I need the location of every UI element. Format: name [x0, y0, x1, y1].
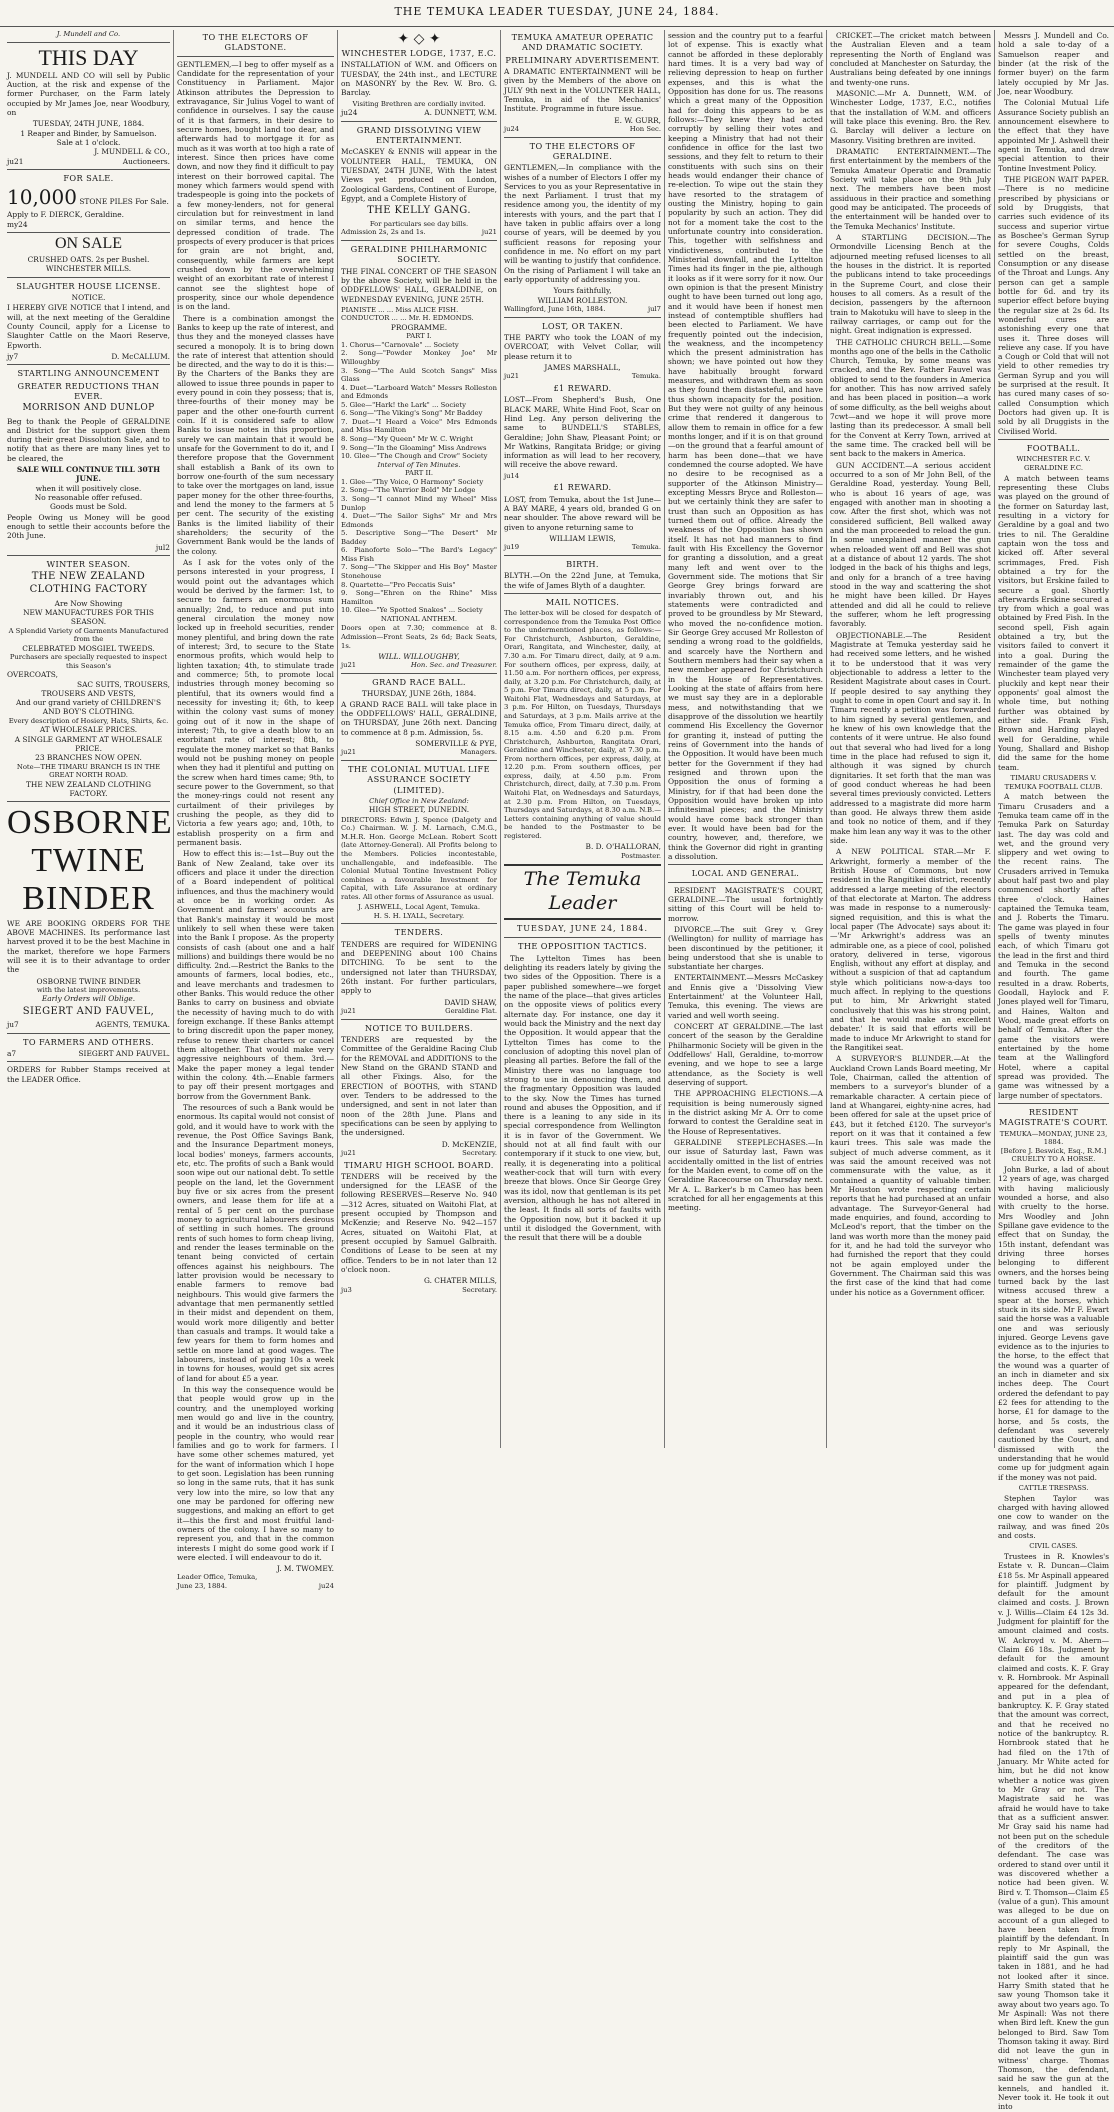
colonial-heading: THE COLONIAL MUTUAL LIFE ASSURANCE SOCIETY (LIMITED). — [348, 763, 490, 795]
stone-code: my24 — [7, 219, 28, 229]
programme-item: 4. Duet—"Larboard Watch" Messrs Rolleston and Edmonds — [341, 383, 497, 401]
programme-item: 6. Song—"The Viking's Song" Mr Baddey — [341, 409, 483, 418]
gladstone-body-6: In this way the consequence would be that people would grow up in the country, and the unemployed working men would go and live in the country, and it would be an industrious class of people in the country, who would rear families and go to work for farmers. I have some other schemes matured, yet for the want of information which I hope to get soon. Legislation has been running so long in the same ruts, that it has sunk very low into the mire, so low that any one may be pardoned for offering new suggestions, and making an effort to get it—this the first and most fruitful land-owners of the colony. I have so many to represent you, and that in the common interests I might do some good work if I were elected. I will endeavour to do it. — [177, 1384, 334, 1562]
mail-heading: MAIL NOTICES. — [545, 596, 620, 607]
opposition-text: The Lyttelton Times has been delighting its readers lately by giving the two sides of the Opposition. There is a paper published somewhere—we forget the name of the place—that gives articles on the opposite views of politics every alternate day. For instance, one day it would back the Ministry and the next day the Opposition. It would appear that the Lyttelton Times has come to the conclusion of adopting this novel plan of pleasing all parties. Before the fall of the Ministry there was no language too strong to use in denouncing them, and the fragmentary Opposition was lauded to the sky. Now the Times has turned round and abuses the Opposition, and if there is a leaning to any side in its special correspondence from Wellington it is in favor of the Government. We should not at all find fault with our contemporary if it stuck to one view, but, really, it is degenerating into a political weather-cock that will turn with every breeze that blows. Once Sir George Grey was its idol, now that gentleman is its pet aversion, although he has not altered in the least. It finds all sorts of faults with the Opposition now, but it backed it up until it dislodged the Government, with the result that there will be a double — [504, 953, 661, 1243]
wholesale: AT WHOLESALE PRICES. — [39, 725, 138, 735]
builders-heading: NOTICE TO BUILDERS. — [364, 1022, 473, 1033]
oats-text: CRUSHED OATS. 2s per Bushel. — [27, 254, 150, 264]
stone-text: STONE PILES For Sale. — [79, 197, 169, 207]
auction-code: ju21 — [7, 156, 24, 166]
court-date: TEMUKA—MONDAY, JUNE 23, 1884. — [999, 1129, 1108, 1147]
gun-item: GUN ACCIDENT.—A serious accident occurred to a son of Mr John Bell, of the Geraldine Road, yesterday. Young Bell, who is about 16 years of age, was engaged with another man in shooting a cow. After the first shot, which was not considered sufficient, Bell walked away and the man proceeded to reload the gun. In some unexplained manner the gun when reloaded went off and Bell was shot at a distance of about 12 yards. The shot lodged in the back of his thighs and legs, and only for a branch of a tree having stood in the way and scattering the shot he might have been killed. Dr Hayes attended and did all he could to relieve the sufferer, whom he left progressing favorably. — [830, 460, 991, 629]
birth-heading: BIRTH. — [566, 558, 599, 569]
programme-item: 8. Quartette—"Pro Peccatis Suis" — [341, 580, 456, 589]
nz-title: THE NEW ZEALAND CLOTHING FACTORY — [29, 571, 148, 596]
morrison-text: Beg to thank the People of GERALDINE and District for the support given them during their great Dissolution Sale, and to notify that as there are many lines yet to be cleared, the — [7, 416, 170, 463]
nz-showing: Are Now Showing — [54, 598, 123, 608]
timaru-text: A match between the Timaru Crusaders and a Temuka team came off in the Temuka Park on Saturday last. The day was cold and wet, and the ground very slippery and wet owing to the recent rains. The Crusaders arrived in Temuka about half past two and play commenced shortly after three o'clock. Haines captained the Temuka team, and J. Roberts the Timaru. The game was played in four spells of twenty minutes each, of which Timaru got the lead in the first and third and Temuka in the second and fourth. The game resulted in a draw. Roberts, Goodall, Haylock and F. Jones played well for Timaru, and Haines, Walton and Wood, made great efforts on behalf of Temuka. After the game the visitors were entertained by the home team at the Wallingford Hotel, where a capital spread was provided. The game was witnessed by a large number of spectators. — [998, 792, 1109, 1100]
colonial-sign-2: H. S. H. LYALL, Secretary. — [373, 911, 465, 920]
civil-text: Trustees in R. Knowles's Estate v. R. Duncan—Claim £18 5s. Mr Aspinall appeared for plaintiff. Judgment by default for the amount claimed and costs. J. Brown v. J. Willis—Claim £4 12s 3d. Judgment for plaintiff for the amount claimed and costs. W. Ackroyd v. M. Ahern—Claim £6 18s. Judgment by default for the amount claimed and costs. K. F. Gray v. R. Hornbrook. Mr Aspinall appeared for the defendant, and put in a plea of bankruptcy. K. F. Gray stated that the amount was correct, and that he received no notice of the bankruptcy. R. Hornbrook stated that he had filed on the 17th of January. Mr White acted for him, but he did not know whether a notice was given to Mr Gray or not. The Magistrate said he was afraid he would have to take that as a sufficient answer. Mr Gray said his name had not been put on the schedule of the creditors of the defendant. The case was ordered to stand over until it was discovered whether a notice had been given. W. Bird v. T. Thomson—Claim £5 (value of a gun). This amount was alleged to be due on account of a gun alleged to have been taken from plaintiff by the defendant. In reply to Mr Aspinall, the plaintiff said the gun was taken in 1881, and he had not looked after it since. Harry Smith stated that he saw young Thomson take it away about two years ago. To Mr Aspinall: Was not there when Bird left. Knew the gun belonged to Bird. Saw Tom Thomson taking it away. Bird did not leave the gun in witness' charge. Thomas Thomson, the defendant, said he saw the gun at the kennels, and handled it. Never took it. He took it out into — [998, 1551, 1110, 2112]
lodge-text: INSTALLATION of W.M. and Officers on TUESDAY, the 24th inst., and LECTURE on MASONRY by the Rev. W. Bro. G. Barclay. — [341, 60, 497, 98]
builders-code: ju21 — [341, 1148, 357, 1157]
race-ball-sign: SOMERVILLE & PYE, — [415, 738, 497, 748]
nz-purchasers: Purchasers are specially requested to inspect this Season's — [9, 653, 168, 670]
trespass-text: Stephen Taylor was charged with having allowed one cow to wander on the railway, and was fined 20s and costs. — [998, 1493, 1109, 1540]
high-school-sign: G. CHATER MILLS, — [423, 1276, 497, 1286]
lodge-sign: A. DUNNETT, W.M. — [424, 108, 497, 118]
amateur-role: Hon Sec. — [629, 124, 661, 133]
slaughter-notice: NOTICE. — [71, 292, 106, 302]
programme-heading: PROGRAMME. — [390, 322, 448, 332]
osborne-text: WE ARE BOOKING ORDERS FOR THE ABOVE MACHINES. Its performance last harvest proved it to be the best Machine in the market, therefore we hope Farmers will see it is to their advantage to order the — [7, 918, 170, 975]
programme-item: 9. Song—"In the Gloaming" Miss Andrews — [341, 443, 487, 452]
programme-item: 3. Song—"I cannot Mind my Wheel" Miss Dunlop — [341, 494, 497, 512]
early-orders: Early Orders will Oblige. — [41, 994, 136, 1004]
reward-2-code: ju19 — [504, 543, 520, 552]
electors-sign: WILLIAM ROLLESTON. — [537, 295, 628, 305]
osborne-line1: OSBORNE — [7, 804, 173, 842]
tenders-text: TENDERS are required for WIDENING and DEEPENING about 100 Chains DITCHING. To be sent to the undersigned not later than THURSDAY, 26th instant. For further particulars, apply to — [341, 939, 497, 996]
local-item-1: RESIDENT MAGISTRATE'S COURT, GERALDINE.—The usual fortnightly sitting of this Court will be held to-morrow. — [668, 885, 823, 923]
football-sub: WINCHESTER F.C. V. GERALDINE F.C. — [1016, 455, 1091, 472]
lost-heading: LOST, OR TAKEN. — [542, 320, 623, 331]
lodge-heading: WINCHESTER LODGE, 1737, E.C. — [341, 48, 497, 58]
local-item-3: ENTERTAINMENT.—Messrs McCaskey and Ennis give a 'Dissolving View Entertainment' at the Volunteer Hall, Temuka, this evening. The views are varied and well worth seeing. — [668, 973, 823, 1020]
hosiery: Every description of Hosiery, Hats, Shirts, &c. — [8, 716, 169, 725]
this-day-heading: THIS DAY — [38, 44, 139, 70]
mail-text: The letter-box will be closed for despatch of correspondence from the Temuka Post Office to the undermentioned places, as follows:— For Christchurch, Ashburton, Geraldine, Orari, Rangitata, and Winchester, daily, at 7.30 a.m. For Timaru direct, daily, at 9 a.m. For southern offices, per express, daily, at 11.50 a.m. For northern offices, per express, daily, at 3.20 p.m. For Christchurch, daily, at 5 p.m. For Timaru direct, daily, at 5 p.m. For Waitohi Flat, Wednesdays and Saturdays, at 3 p.m. For Hilton, on Tuesdays, Thursdays and Saturdays, at 3 p.m. Mails arrive at the Temuka office, From Timaru direct, daily, at 8.15 a.m. 4.50 and 6.20 p.m. From Christchurch, Ashburton, Rangitata Orari, Geraldine and Winchester, daily, at 7.30 p.m. From northern offices, per express, daily, at 12.20 p.m. From southern offices, per express, daily, at 4.50 p.m. From Christchurch, direct, daily, at 7.30 p.m. From Waitohi Flat, on Wednesdays and Saturdays, at 2.30 p.m. From Hilton, on Tuesdays, Thursdays and Saturdays, at 8.30 a.m. N.B.—Letters containing anything of value should be handed to the Postmaster to be registered. — [504, 609, 661, 840]
programme-item: 6. Pianoforte Solo—"The Bard's Legacy" Miss Fish — [341, 546, 497, 563]
agents: AGENTS, TEMUKA. — [95, 1020, 170, 1030]
osborne-line2: TWINE — [31, 842, 146, 880]
opposition-heading: THE OPPOSITION TACTICS. — [518, 941, 647, 952]
mills-text: WINCHESTER MILLS. — [45, 264, 132, 274]
stone-number: 10,000 — [7, 185, 77, 210]
auction-sign: J. MUNDELL & CO., — [94, 147, 170, 157]
programme-item: 5. Descriptive Song—"The Desert" Mr Baddey — [341, 529, 497, 546]
rubber-stamps: ORDERS for Rubber Stamps received at the LEADER Office. — [7, 1065, 170, 1084]
programme-item: 1. Chorus—"Carnovale" ... Society — [341, 340, 459, 349]
preliminary-heading: PRELIMINARY ADVERTISEMENT. — [505, 54, 660, 65]
on-sale-heading: ON SALE — [54, 235, 123, 253]
reward-1-text: LOST—From Shepherd's Bush, One BLACK MARE, White Hind Foot, Scar on Hind Leg. Any person delivering the same to BUNDELL'S STABLES, Geraldine; John Shaw, Pleasant Point; or Mr Watkins, Rangitata Bridge; or giving information as will lead to her recovery, will receive the above reward. — [504, 395, 661, 470]
court-before: [Before J. Beswick, Esq., R.M.] — [1000, 1146, 1107, 1155]
tenders-code: ju21 — [341, 1007, 357, 1016]
lost-text: THE PARTY who took the LOAN of my OVERCOAT, with Velvet Collar, will please return it to — [504, 332, 661, 361]
column-3 — [337, 30, 500, 1448]
amateur-heading: TEMUKA AMATEUR OPERATIC AND DRAMATIC SOCIETY. — [511, 32, 654, 53]
column-4 — [500, 30, 664, 1448]
masthead: THE TEMUKA LEADER TUESDAY, JUNE 24, 1884. — [0, 0, 1114, 27]
programme-item: 3. Song—"The Auld Scotch Sangs" Miss Glass — [341, 366, 497, 384]
football-heading: FOOTBALL. — [1026, 443, 1081, 454]
doors-text: Doors open at 7.30; commence at 8. Admission—Front Seats, 2s 6d; Back Seats, 1s. — [341, 624, 497, 650]
cruelty-heading: CRUELTY TO A HORSE. — [1011, 1155, 1096, 1164]
dissolving-heading: GRAND DISSOLVING VIEW ENTERTAINMENT. — [356, 124, 482, 145]
column-7 — [994, 30, 1112, 2112]
local-heading: LOCAL AND GENERAL. — [691, 868, 800, 879]
race-ball-text: A GRAND RACE BALL will take place in the ODDFELLOWS' HALL, GERALDINE, on THURSDAY, June 26th next. Dancing to commence at 8 p.m. Admission, 5s. — [341, 699, 497, 737]
slaughter-code: jy7 — [7, 351, 19, 361]
political-item: A NEW POLITICAL STAR.—Mr F. Arkwright, formerly a member of the British House of Commons, but now resident in the Rangitikei district, recently addressed a large meeting of the electors of that electorate at Marton. The address was made in response to a numerously-signed requisition, and this is what the local paper (The Advocate) says about it:—'Mr Arkwright's address was an admirable one, as a piece of cool, polished oratory, delivered in terse, vigorous English, without any effort at display, and without a suspicion of that ad captandum style which politicians now-a-days too much affect. In replying to the questions put to him, Mr Arkwright stated conclusively that this was his strong point, and that he would make an excellent debater.' It is said that efforts will be made to induce Mr Arkwright to stand for the Rangitikei seat. — [830, 847, 991, 1053]
football-text: A match between teams representing these Clubs was played on the ground of the former on Saturday last, resulting in a victory for Geraldine by a goal and two tries to nil. The Geraldine captain won the toss and kicked off. After several scrimmages, Fred. Fish obtained a try for the visitors, but Erskine failed to secure a goal. Shortly afterwards Erskine secured a try from which a goal was obtained by Fred Fish. In the second spell, Fish again obtained a try, but the visitors failed to convert it into a goal. During the remainder of the game the Winchester team played very pluckily and kept near their opponents' goal almost the whole time, but nothing further was obtained by either side. Frank Fish, Brown and Harding played well for Geraldine, while Young, Shallard and Bishop did the same for the home team. — [998, 473, 1109, 772]
amateur-code: ju24 — [504, 124, 520, 133]
masonic-item: MASONIC.—Mr A. Dunnett, W.M. of Winchester Lodge, 1737, E.C., notifies that the installation of W.M. and officers will take place this evening. Bro. the Rev. G. Barclay will deliver a lecture on Masonry. Visiting brethren are invited. — [830, 88, 991, 145]
part-2-heading: PART II. — [404, 469, 434, 478]
osborne-name: OSBORNE TWINE BINDER — [36, 976, 141, 986]
masonic-emblem-icon: ✦ ◇ ✦ — [397, 31, 441, 47]
electors-close: Yours faithfully, — [553, 286, 612, 296]
slaughter-text: I HEREBY GIVE NOTICE that I intend, and will, at the next meeting of the Geraldine County Council, apply for a License to Slaughter Cattle on the Maori Reserve, Epworth. — [7, 303, 170, 350]
programme-part-1 — [341, 341, 497, 461]
reward-2-place: Temuka. — [631, 543, 661, 552]
programme-item: 10. Glee—"The Chough and Crow" Society — [341, 452, 488, 461]
philharmonic-heading: GERALDINE PHILHARMONIC SOCIETY. — [350, 243, 488, 265]
tenders-heading: TENDERS. — [394, 927, 444, 938]
local-item-6: GERALDINE STEEPLECHASES.—In our issue of Saturday last, Fawn was accidentally omitted in the list of entries for the Maiden event, to come off on the Geraldine Racecourse on Thursday next. Mr A. L. Barker's b m Cameo has been scratched for all her engagements at this meeting. — [668, 1138, 824, 1213]
people-owing: People Owing us Money will be good enough to settle their accounts before the 20th June. — [7, 512, 170, 541]
alfred-code: a7 — [7, 1048, 17, 1058]
programme-item: 10. Glee—"Ye Spotted Snakes" ... Society — [341, 606, 483, 615]
colonial-text: DIRECTORS: Edwin J. Spence (Dalgety and Co.) Chairman. W. J. M. Larnach, C.M.G., M.H.R. Hon. George McLean. Robert Scott (late Attorney-General). All Profits belong to the Members. Policies incontestable, unchallengable, and indefeasible. The Colonial Mutual Tontine Investment Policy combines a favourable Investment for Capital, with Life Assurance at ordinary rates. All other forms of Assurance as usual. — [341, 815, 497, 901]
morrison-heading: MORRISON AND DUNLOP — [22, 403, 155, 414]
auction-text: J. MUNDELL AND CO will sell by Public Auction, at the risk and expense of the former Purchaser, on the Farm lately occupied by Mr James Joe, near Woodbury, on — [7, 70, 170, 117]
for-sale-heading: FOR SALE. — [63, 172, 114, 183]
gladstone-body-2: There is a combination amongst the Banks to keep up the rate of interest, and thus they and the moneyed classes have secured a monopoly. It is to bring down the rate of interest that attention should be directed, and the way to do it is this:—By the Charters of the Banks they are allowed to issue three pounds in paper to every pound in coin they possess; that is, three-fourths of their money may be paper and the other one-fourth current coin. If it is considered safe to allow Banks to issue notes in this proportion, surely we can maintain that it would be unsafe for the Government to do it, and I therefore propose that the Government shall establish a Bank of its own to borrow one-fourth of the sum necessary to take over the mortgages on land, issue paper money for the other three-fourths, and lend the money to the farmers at 5 per cent. The security of the existing Banks is the limited liability of their shareholders; the security of the Government Bank would be the lands of the colony. — [177, 313, 334, 556]
sale-continue: SALE WILL CONTINUE TILL 30TH JUNE. — [16, 465, 161, 484]
startling-heading: STARTLING ANNOUNCEMENT — [17, 368, 160, 379]
alfred-sign: SIEGERT AND FAUVEL. — [78, 1048, 170, 1058]
builders-role: Secretary. — [462, 1148, 497, 1157]
electors-date: Wallingford, June 16th, 1884. — [504, 305, 606, 314]
reward-2-text: LOST, from Temuka, about the 1st June—A BAY MARE, 4 years old, branded G on near shoulder. The above reward will be given to anyone returning same to — [504, 494, 661, 532]
column-2 — [173, 30, 337, 1591]
nz-splendid: A Splendid Variety of Garments Manufactured from the — [8, 626, 169, 644]
electors-text: GENTLEMEN,—In compliance with the wishes of a number of Electors I offer my Services to you as your Representative in the next Parliament. I trust that my residence among you, the identity of my interests with yours, and the part that I have taken in public affairs over a long course of years, will be deemed by you sufficient reasons for reposing your confidence in me. No effort on my part will be wanting to justify that confidence. On the rising of Parliament I will take an early opportunity of addressing you. — [504, 163, 661, 285]
civil-heading: CIVIL CASES. — [1029, 1542, 1078, 1551]
people-code: jul2 — [155, 542, 170, 552]
kelly-gang: THE KELLY GANG. — [367, 205, 471, 217]
gladstone-body-4: How to effect this is:—1st—Buy out the Bank of New Zealand, take over its officers and place it under the direction of a Board independent of political influences, and thus the machinery would at once be in working order. As Government and farmers' accounts are that Bank's mainstay it would be most unlikely to sell when these were taken into the Bank I propose. As the property consists of cash (about one and a half millions) and buildings there would be no difficulty. 2nd.—Restrict the Banks to the amounts of farmers, local bodies, etc., and leave merchants and tradesmen to other Banks. This would reduce the other Banks to carry on business and obviate the necessity of having much to do with foreign exchange. If these Banks attempt to bring discredit upon the paper money, refuse to renew their charters or cancel them altogether. That would make very aggressive neighbours of them. 3rd.—Make the paper money a legal tender within the colony. 4th.—Enable farmers to pay off their present mortgages and borrow from the Government Bank. — [177, 849, 334, 1101]
reward-2-sign: WILLIAM LEWIS, — [549, 534, 616, 544]
farmers-heading: TO FARMERS AND OTHERS. — [23, 1036, 154, 1047]
amateur-text: A DRAMATIC ENTERTAINMENT will be given by the Members of the above on JULY 9th next in the VOLUNTEER HALL, Temuka, in aid of the Mechanics' Institute. Programme in future issue. — [504, 66, 661, 114]
race-ball-code: ju21 — [341, 748, 357, 757]
pigeon-item: THE PIGEON WAIT PAPER.—There is no medicine prescribed by physicians or sold by Druggists, that carries such evidence of its success and superior virtue as Boschee's German Syrup for severe Coughs, Colds settled on the breast, Consumption or any disease of the Throat and Lungs. Any person can get a sample bottle for 6d. and try its superior effect before buying the regular size at 2s 6d. Its wonderful cures are astonishing every one that uses it. Three doses will relieve any case. If you have a Cough or Cold that will not yield to other remedies try German Syrup and you will be surprised at the result. It has cured many cases of so-called Consumption which Doctors had given up. It is sold by all Druggists in the Civilised World. — [998, 174, 1109, 436]
court-heading: RESIDENT MAGISTRATE'S COURT. — [998, 1107, 1109, 1128]
temuka-branch: Note—THE TIMARU BRANCH IS IN THE GREAT NORTH ROAD. — [16, 762, 161, 780]
national-anthem: NATIONAL ANTHEM. — [380, 614, 458, 623]
bells-item: THE CATHOLIC CHURCH BELL.—Some months ago one of the bells in the Catholic Church, Temuka, by some means was cracked, and the Rev. Father Fauvel was obliged to send to the founders in America for another. This has now arrived safely and has been placed in position—a work of some difficulty, as the bell weighs about 7cwt—and we hope it will prove more lasting than its predecessor. A small bell for the Convent at Kerry Town, arrived at the same time. The cracked bell will be sent back to the makers in America. — [830, 337, 991, 459]
builders-text: TENDERS are requested by the Committee of the Geraldine Racing Club for the REMOVAL and ADDITIONS to the New Stand on the GRAND STAND and all other Fixings. Also, for the ERECTION of BOOTHS, with STAND over. Tenders to be addressed to the undersigned, and sent in not later than noon of the 28th June. Plans and specifications can be seen by applying to the undersigned. — [341, 1035, 497, 1138]
colonial-office: Chief Office in New Zealand: — [369, 796, 469, 805]
cricket-item: CRICKET.—The cricket match between the Australian Eleven and a team representing the North of England was concluded at Manchester on Saturday, the Australians being defeated by one innings and twenty-one runs. — [830, 31, 991, 87]
tenders-place: Geraldine Flat. — [445, 1007, 497, 1016]
gladstone-body-1: GENTLEMEN,—I beg to offer myself as a Candidate for the representation of your Constituency in Parliament. Major Atkinson attributes the Depression to extravagance, Sir Julius Vogel to want of confidence in ourselves. I say the cause of it is that farmers, in their desire to secure homes, bought land too dear, and afterwards had to mortgage it for as much as it was worth at too high a rate of interest. Since then prices have come down, and now they find it difficult to pay interest on their borrowed capital. The money which farmers would spend with tradespeople is going into the pockets of a few money-lenders, not for general circulation but for reinvestment in land on similar terms, and hence the depressed condition of trade. The prospects of every producer is that prices for grain are not bright, and, consequently, while farmers are kept crushed down by the overwhelming weight of an exorbitant rate of interest I cannot see the slightest hope of prosperity, since our whole dependence is on the land. — [177, 59, 334, 312]
colonial-item: The Colonial Mutual Life Assurance Society publish an announcement elsewhere to the effect that they have appointed Mr J. Ashwell their agent in Temuka, and draw special attention to their Tontine Investment Policy. — [998, 98, 1109, 173]
gladstone-heading: TO THE ELECTORS OF GLADSTONE. — [202, 32, 309, 53]
siegert-code: ju7 — [7, 1020, 19, 1030]
column-6 — [826, 30, 994, 1448]
high-school-text: TENDERS will be received by the undersigned for the LEASE of the following RESERVES—Reserve No. 940—312 Acres, situated on Waitohi Flat, at present occupied by Thompson and McKenzie; and Reserve No. 942—157 Acres, situated on Waitohi Flat, at present occupied by Samuel Galbraith. Conditions of Lease to be seen at my office. Tenders to be in not later than 12 o'clock noon. — [341, 1171, 497, 1275]
dissolving-code: ju21 — [481, 228, 497, 237]
amateur-sign: E. W. GURR, — [614, 115, 661, 125]
slaughter-heading: SLAUGHTER HOUSE LICENSE. — [16, 280, 161, 291]
dissolving-admission: Admission 2s, 2s and 1s. — [341, 228, 426, 237]
timaru-heading: TIMARU CRUSADERS V. TEMUKA FOOTBALL CLUB. — [1004, 774, 1103, 791]
programme-item: 9. Song—"Ehren on the Rhine" Miss Hamilton — [341, 589, 497, 606]
mail-role: Postmaster. — [620, 851, 661, 860]
greater-heading: GREATER REDUCTIONS THAN EVER. — [17, 380, 160, 401]
overcoats: OVERCOATS, — [7, 670, 58, 680]
birth-text: BLYTH.—On the 22nd June, at Temuka, the wife of James Blyth of a daughter. — [504, 571, 661, 590]
programme-item: 8. Song—"My Queen" Mr W. C. Wright — [341, 435, 473, 444]
programme-part-2 — [341, 478, 497, 615]
sac-suits: SAC SUITS, TROUSERS, — [77, 679, 170, 689]
programme-item: 1. Glee—"Thy Voice, O Harmony" Society — [341, 477, 484, 486]
dissolving-bills: For particulars see day bills. — [369, 219, 469, 228]
lost-place: Temuka. — [631, 372, 661, 381]
branches: 23 BRANCHES NOW OPEN. — [35, 753, 142, 763]
newspaper-title: The Temuka Leader — [504, 864, 661, 920]
nz-tweeds: CELEBRATED MOSGIEL TWEEDS. — [22, 643, 155, 653]
newspaper-date: TUESDAY, JUNE 24, 1884. — [516, 924, 649, 934]
programme-item: 7. Song—"The Skipper and His Boy" Master Stonehouse — [341, 563, 497, 581]
colonial-street: HIGH STREET, DUNEDIN. — [368, 805, 470, 815]
lodge-visiting: Visiting Brethren are cordially invited. — [352, 99, 486, 108]
startling-item: A STARTLING DECISION.—The Ormondville Licensing Bench at the adjourned meeting refused licenses to all the houses in the district. It is reported the publicans intend to take proceedings in the Supreme Court, and close their houses to all comers. As a result of the decision, passengers by the afternoon train to Makotuku will have to sleep in the railway carriages, or camp out for the night. Great indignation is expressed. — [830, 232, 991, 336]
reward-1-heading: £1 REWARD. — [553, 382, 612, 393]
programme-item: 2. Song—"Powder Monkey Joe" Mr Willoughby — [341, 349, 497, 366]
builders-sign: D. McKENZIE, — [441, 1139, 497, 1149]
philharmonic-text: THE FINAL CONCERT OF THE SEASON by the above Society, will be held in the ODDFELLOWS' HALL, GERALDINE, on WEDNESDAY EVENING, JUNE 25TH. — [341, 266, 497, 304]
race-ball-heading: GRAND RACE BALL. — [372, 677, 466, 687]
winter-heading: WINTER SEASON. — [46, 559, 131, 570]
gladstone-body-5: The resources of such a Bank would be enormous. Its capital would not consist of gold, and it would have to work with the revenue, the Post Office Savings Bank, and the Insurance Department moneys, local bodies' moneys, farmers accounts, etc, etc. The profits of such a Bank would soon wipe out our national debt. To settle people on the land, let the Government buy five or six acres from the present owners, and lease them for life at a rental of 5 per cent on the purchase money to agricultural labourers desirous of settling in such homes. The ground rents of such homes to form cheap living, and render the leases terminable on the tenant being convicted of certain offences against his neighbours. The latter provision would be necessary to enable farmers to remove bad neighbours. This would give farmers the advantage that men permanently settled in their midst and dependent on them, would work more diligently and better than casuals and tramps. It would take a few years for them to form homes and settle on more land at good wages. The labourers, instead of paying 10s a week in towns for houses, would get six acres of land for about £5 a year. — [177, 1103, 334, 1383]
auction-item: 1 Reaper and Binder, by Samuelson. — [20, 128, 157, 138]
tenders-sign: DAVID SHAW, — [444, 997, 497, 1007]
dramatic-item: DRAMATIC ENTERTAINMENT.—The first entertainment by the members of the Temuka Amateur Operatic and Dramatic Society will take place on the 9th July next. The members have been most assiduous in their practice and something good may be anticipated. The proceeds of the entertainment will be handed over to the Temuka Mechanics' Institute. — [830, 146, 991, 231]
auction-date: TUESDAY, 24TH JUNE, 1884. — [32, 119, 145, 129]
lost-sign: JAMES MARSHALL, — [544, 362, 621, 372]
philharmonic-sign: WILL. WILLOUGHBY, — [378, 652, 460, 662]
gladstone-address: Leader Office, Temuka, — [177, 1573, 258, 1582]
race-ball-role: Managers. — [460, 748, 497, 757]
local-item-2: DIVORCE.—The suit Grey v. Grey (Wellington) for nullity of marriage has been discontinued by the petitioner, it being understood that she is unable to substantiate her charges. — [668, 924, 823, 972]
electors-heading: TO THE ELECTORS OF GERALDINE. — [529, 140, 636, 161]
lodge-code: ju24 — [341, 108, 358, 118]
mundell-item: Messrs J. Mundell and Co. hold a sale to-day of a Samuelson reaper and binder (at the risk of the former buyer) on the farm lately occupied by Mr Jas. Joe, near Woodbury. — [998, 31, 1109, 96]
high-school-role: Secretary. — [462, 1285, 497, 1294]
objectionable-item: OBJECTIONABLE.—The Resident Magistrate at Temuka yesterday said he had received some letters, and he wished it to be understood that it was very objectionable to address a letter to the Resident Magistrate about cases in Court. If people desired to say anything they ought to come in open Court and say it. In Timaru recently a petition was forwarded to him signed by several gentlemen, and he knew of his own knowledge that the contents of it were untrue. He also found out that several who had lived for a long time in the place had refused to sign it, although it was signed by church dignitaries. It set forth that the man was of good conduct whereas he had been several times previously convicted. Letters addressed to a magistrate did more harm than good. He always threw them aside and took no notice of them, and if they make him lean any way it was to the other side. — [830, 630, 992, 845]
part-1-heading: PART I. — [406, 332, 432, 341]
reward-1-code: ju14 — [504, 471, 520, 480]
stone-apply: Apply to F. DIERCK, Geraldine. — [7, 210, 124, 220]
osborne-line3: BINDER — [22, 879, 155, 917]
local-item-4: CONCERT AT GERALDINE.—The last concert of the season by the Geraldine Philharmonic Society will be given in the Oddfellows' Hall, Geraldine, to-morrow evening, and we hope to see a large attendance, as the Society is well deserving of support. — [668, 1022, 823, 1088]
osborne-improvements: with the latest improvements. — [36, 985, 141, 994]
cruelty-text: John Burke, a lad of about 12 years of age, was charged with having maliciously wounded a horse, and also with cruelty to the horse. Mrs Woodley and John Spillane gave evidence to the effect that on Sunday, the 15th instant, defendant was driving three horses belonging to different owners, and the horses being turned back by the last witness accused threw a spear at the horses, which stuck in its side. Mr F. Ewart said the horse was a valuable one and was seriously injured. George Levens gave evidence as to the injuries to the horse, to the effect that the wound was a quarter of an inch in diameter and six inches deep. The Court ordered the defendant to pay £2 fees for attending to the horse, £1 for damage to the horse, and 5s costs, the defendant was severely cautioned by the Court, and dismissed with the understanding that he would come up for judgment again if the money was not paid. — [998, 1164, 1109, 1482]
nz-new: NEW MANUFACTURES FOR THIS SEASON. — [23, 607, 154, 627]
philharmonic-code: ju21 — [341, 661, 357, 670]
high-school-code: ju3 — [341, 1285, 352, 1294]
trespass-heading: CATTLE TRESPASS. — [1018, 1484, 1089, 1493]
local-item-5: THE APPROACHING ELECTIONS.—A requisition is being numerously signed in the district asking Mr A. Orr to come forward to contest the Geraldine seat in the House of Representatives. — [668, 1089, 823, 1136]
interval: Interval of Ten Minutes. — [377, 460, 461, 469]
programme-item: 5. Glee—"Hark! the Lark" ... Society — [341, 400, 466, 409]
no-offer: No reasonable offer refused. — [34, 493, 143, 503]
programme-item: 7. Duet—"I Heard a Voice" Mrs Edmonds and Miss Hamilton — [341, 417, 497, 435]
single-garment: A SINGLE GARMENT AT WHOLESALE PRICE. — [14, 734, 163, 754]
firm-name: J. Mundell and Co. — [56, 30, 121, 38]
race-ball-date: THURSDAY, JUNE 26th, 1884. — [361, 689, 477, 699]
electors-code: jul7 — [648, 305, 661, 314]
gladstone-date: June 23, 1884. — [177, 1582, 228, 1591]
positively: when it will positively close. — [35, 483, 142, 493]
children: And our grand variety of CHILDREN'S AND BOY'S CLOTHING. — [15, 698, 162, 717]
gladstone-sign: J. M. TWOMEY. — [276, 1564, 334, 1574]
programme-item: 4. Duet—"The Sailor Sighs" Mr and Mrs Edmonds — [341, 512, 497, 529]
column-1 — [4, 30, 173, 1448]
colonial-sign: J. ASHWELL, Local Agent, Temuka. — [358, 903, 480, 912]
auction-role: Auctioneers. — [122, 156, 170, 166]
conductor: CONDUCTOR ... ... Mr. H. EDMONDS. — [341, 314, 474, 323]
slaughter-sign: D. McCALLUM. — [111, 351, 170, 361]
surveyor-item: A SURVEYOR'S BLUNDER.—At the Auckland Crown Lands Board meeting, Mr Tole, Chairman, called the attention of members to a surveyor's blunder of a remarkable character. A certain piece of land at Whangarei, eighty-nine acres, had been offered for sale at the upset price of £43, but it fetched £120. The surveyor's report on it was that it contained a few kauri trees. This sale was made the subject of much adverse comment, as it was said the amount received was not commensurate with the value, as it contained a quantity of valuable timber. Mr Houston wrote respecting certain reports that he had purchased at an unfair advantage. The Surveyor-General had made enquiries, and found, according to McLeod's report, that the timber on the land was worth more than the money paid for it, and he had told the surveyor who had furnished the report that they could not be again employed under the Government. The Chairman said this was the first case of the kind that had come under his notice as a Government officer. — [830, 1054, 991, 1297]
pianiste: PIANISTE ... ... Miss ALICE FISH. — [341, 305, 459, 314]
goods-sold: Goods must be Sold. — [50, 502, 127, 512]
programme-item: 2. Song—"The Warrior Bold" Mr Lodge — [341, 486, 476, 495]
gladstone-code: ju24 — [318, 1582, 334, 1591]
lost-code: ju21 — [504, 372, 520, 381]
gladstone-body-3: As I ask for the votes only of the persons interested in your progress, I would point out the advantages which would be derived by the farmer: 1st, to secure to farmers an enormous sum annually; 2nd, to reduce and put into general circulation the money now locked up in freehold securities, render money plentiful, and bring down the rate of interest; 3rd, to secure to the State enormous profits, which would help to lighten taxation; 4th, to stimulate trade and commerce; 5th, to promote local industries through money becoming so plentiful, that its owners would find a necessity for investing it; 6th, to keep within the colony vast sums of money going out of it now in the shape of interest; 7th, to give a death blow to an exorbitant rate of interest; 8th, to regulate the money market so that Banks would not be pushing money on people when they had it plentiful and putting on the screw when hard times came; 9th, to secure power to the Government, so that the money-rings could not resent any curtailment of their privileges by crushing the people, as they did to Victoria a few years ago; and, 10th, to establish prosperity on a firm and permanent basis. — [177, 558, 334, 847]
auction-time: Sale at 1 o'clock. — [56, 137, 121, 147]
reward-2-heading: £1 REWARD. — [553, 482, 612, 493]
high-school-heading: TIMARU HIGH SCHOOL BOARD. — [344, 1159, 494, 1170]
trousers-vests: TROUSERS AND VESTS, — [41, 688, 136, 698]
dissolving-text: McCASKEY & ENNIS will appear in the VOLUNTEER HALL, TEMUKA, ON TUESDAY, 24TH JUNE, With the latest Views yet produced on London, Zoological Gardens, Continent of Europe, Egypt, and a Complete History of — [341, 147, 497, 203]
philharmonic-role: Hon. Sec. and Treasurer. — [410, 661, 497, 670]
nz-factory: THE NEW ZEALAND CLOTHING FACTORY. — [25, 779, 152, 799]
siegert-name: SIEGERT AND FAUVEL, — [22, 1005, 155, 1017]
opposition-continued: session and the country put to a fearful lot of expense. This is exactly what cannot be afforded in these deplorably hard times. It is a very bad way of relieving depression to heap on further expenses, and this is what the Opposition has done for us. The reasons which a great many of the Opposition had for doing this appears to be as follows:—They knew they had acted corruptly by selling their votes and keeping a Ministry that had not their confidence in office for the last two sessions, and they felt to return to their constituents with such sins on their heads would endanger their chance of re-election. To wipe out the stain they have resorted to the stratagem of ousting the Ministry, hoping to gain popularity by such an action. They did not for a moment take the cost to the unfortunate country into consideration. This, together with selfishness and vindictiveness, contributed to the Ministerial downfall, and the Lyttelton Times had its finger in the pie, although it looks as if it were sorry for it now. Our own opinion is that the present Ministry ought to have been turned out long ago, and it would have been if honest men instead of contemptible shufflers had been elected to Parliament. We have frequently pointed out the indecision, the weakness, and the incompetency which the present administration has shown; we have pointed out how they have habitually brought forward measures, and withdrawn them as soon as they found them distasteful, and have thus shown incapacity for the position. But they were not guilty of any heinous crime that rendered it dangerous to allow them to remain in office for a few months longer, and if it is on that ground—on the ground that a fearful amount of harm has been done—that we have condemned the course adopted. We have no desire to be recognised as a supporter of the Atkinson Ministry—excepting Messrs Bryce and Rolleston—but we certainly think they are safer to trust than such an Opposition as has turned them out of office. Already the weakness of the Opposition has shown itself. It has not had manners to find fault with His Excellency the Governor for granting a dissolution, and a great many left and went over to the Government side. The motions that Sir George Grey brings forward are invariably thrown out, and his statements were contradicted and proved to be groundless by Mr Steward, who moved the no-confidence motion. Sir George Grey accused Mr Rolleston of sending a wrong road to the goldfields, and scarcely have the Northern and Southern members had their say when a new member appeared for Christchurch in the House of Representatives. Looking at the state of affairs from here we must say they are in a deplorable mess, and notwithstanding that we disapprove of the dissolution we heartily commend His Excellency the Governor for granting it, instead of putting the reins of Government into the hands of the Opposition. It would have been much better for the Government if they had resigned and thrown upon the Opposition the onus of forming a Ministry, for if that had been done the Opposition would have broken up into infinitesimal pieces; and the Ministry would have come back stronger than ever. It would have been bad for the country, however, and, therefore, we think the Governor did right in granting a dissolution. — [668, 31, 823, 861]
column-5 — [664, 30, 826, 1448]
mail-sign: B. D. O'HALLORAN, — [585, 842, 661, 852]
